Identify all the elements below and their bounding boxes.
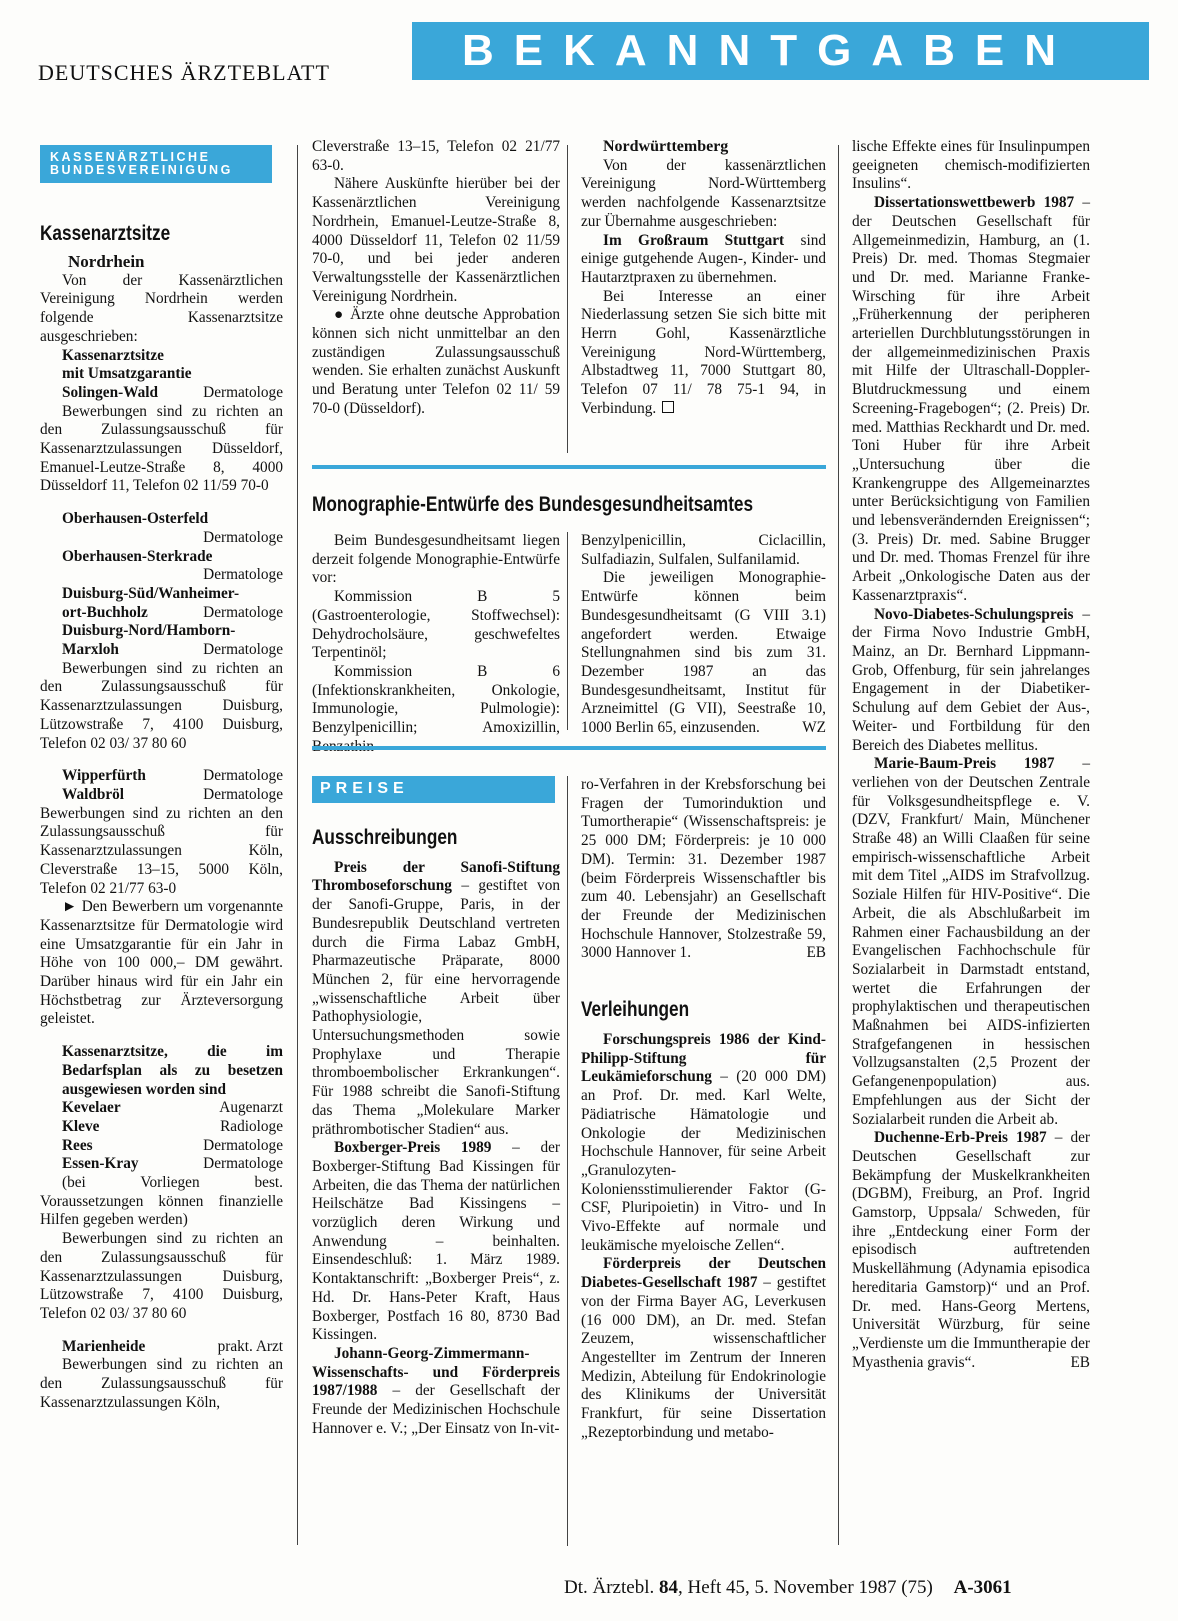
paragraph [312, 1139, 560, 1345]
text-run: Bei Interesse an einer Niederlassung setzen Sie sich bitte mit Herrn Gohl, Kassenärztliche Vereinigung Nord-Württemberg, Albstadtweg 11, 7000 Stuttgart 80, Telefon 07 11/ 78 75-1 94, in Verbindung. [581, 287, 826, 417]
section-rule [312, 465, 826, 469]
column-divider [567, 145, 568, 453]
author-initials: EB [806, 944, 826, 962]
paragraph: Benzylpenicillin, Ciclacillin, Sulfadiazin, Sulfalen, Sulfanilamid. [581, 532, 826, 568]
entry-specialty: Dermatologe [203, 767, 283, 785]
text-run: – der Deutschen Gesellschaft zur Bekämpfung der Muskelkrankheiten (DGBM), Freiburg, an Prof. Ingrid Gamstorp, Uppsala/ Schweden, für ihre „Entdeckung einer Form der episodisch auftretenden Muskellähmung (Adynamia episodica hereditaria Gamstorp)“ und an Prof. Dr. med. Hans-Georg Mertens, Universität Würzburg, für seine „Verdienste um die Immuntherapie der Myasthenia gravis“. [852, 1129, 1090, 1371]
column-3-top [581, 138, 826, 419]
list-item [40, 604, 283, 623]
entry-place: Duisburg-Süd/Wanheimer- [62, 584, 240, 602]
journal-name: DEUTSCHES ÄRZTEBLATT [38, 60, 330, 85]
paragraph: Bewerbungen sind zu richten an den Zulassungsausschuß für Kassenarztzulassungen Duisburg, Lützowstraße 7, 4100 Duisburg, Telefon 02 03/ 37 80 60 [40, 1230, 283, 1322]
bold-run: Preis der Sanofi-Stiftung Thromboseforschung [312, 858, 560, 895]
list-item [40, 1099, 283, 1118]
paragraph [852, 606, 1090, 756]
paragraph [581, 232, 826, 288]
bold-run: Forschungspreis 1986 der Kind-Philipp-Stiftung für Leukämieforschung [581, 1031, 826, 1086]
list-item [40, 641, 283, 660]
section-rule [312, 746, 826, 750]
paragraph: Kommission B 6 (Infektionskrankheiten, Onkologie, Immunologie, Pulmologie): Benzylpenicillin; Amoxizillin, [312, 662, 560, 737]
bold-run: Dissertationswettbewerb 1987 [874, 194, 1075, 212]
entry-specialty: Dermatologe [203, 566, 283, 584]
entry-place: Waldbröl [62, 785, 125, 803]
entry-specialty: Dermatologe [203, 603, 283, 621]
section-title: Ausschreibungen [312, 825, 458, 849]
bold-run: Duchenne-Erb-Preis 1987 [874, 1129, 1047, 1147]
footer-volume: 84 [658, 1577, 678, 1598]
paragraph: Cleverstraße 13–15, Telefon 02 21/77 63-0. [312, 138, 560, 174]
column-2-bottom [312, 776, 560, 1439]
paragraph [581, 569, 826, 737]
entry-place: Oberhausen-Osterfeld [62, 510, 209, 528]
entry-specialty: Dermatologe [203, 641, 283, 659]
entry-place: Essen-Kray [62, 1155, 139, 1173]
paragraph: Bewerbungen sind zu richten an den Zulassungsausschuß für Kassenarztzulassungen Düsseldorf, Emanuel-Leutze-Straße 8, 4000 Düsseldorf 11, Telefon 02 11/59 70-0 [40, 402, 283, 495]
footer-citation: , Heft 45, 5. November 1987 (75) [677, 1577, 933, 1598]
entry-place: Marxloh [62, 641, 119, 659]
rubric-line: BUNDESVEREINIGUNG [50, 163, 233, 177]
paragraph [852, 1129, 1090, 1372]
paragraph: Bewerbungen sind zu richten an den Zulassungsausschuß für Kassenarztzulassungen Köln, Cleverstraße 13–15, 5000 Köln, Telefon 02 21/77 63-0 [40, 804, 283, 897]
entry-specialty: Dermatologe [203, 1136, 283, 1154]
subheading: mit Umsatzgarantie [62, 365, 192, 383]
column-2-top [312, 138, 560, 419]
article-title: Kassenarztsitze [40, 222, 171, 245]
entry-specialty: Dermatologe [203, 383, 283, 401]
paragraph [581, 1255, 826, 1442]
entry-specialty: Augenarzt [219, 1099, 283, 1117]
entry-place: Kevelaer [62, 1099, 121, 1117]
bold-run: Novo-Diabetes-Schulungspreis [874, 605, 1074, 623]
entry-specialty: Radiologe [220, 1117, 283, 1135]
article-title: Monographie-Entwürfe des Bundesgesundheitsamtes [312, 493, 754, 516]
column-divider [567, 776, 568, 1546]
footer-citation: Dt. Ärztebl. [564, 1577, 655, 1598]
paragraph: lische Effekte eines für Insulinpumpen geeigneten chemisch-modifizierten Insulins“. [852, 138, 1090, 193]
paragraph [852, 194, 1090, 605]
paragraph [312, 1345, 560, 1439]
region-heading: Nordrhein [68, 252, 145, 271]
paragraph: Bewerbungen sind zu richten an den Zulassungsausschuß für Kassenarztzulassungen Köln, [40, 1356, 283, 1411]
text-run: – gestiftet von der Sanofi-Gruppe, Paris, in der Bundesrepublik Deutschland vertreten durch die Firma Labaz GmbH, Pharmazeutische Präparate, 8000 München 2, für eine hervorragende „wissenschaftliche Arbeit über Pathophysiologie, Untersuchungsmethoden sowie Prophylaxe und Therapie thromboembolischer Erkrankungen“. Für 1988 schreibt die Sanofi-Stiftung das Thema „Molekulare Marker präthrombotischer Stadien“ aus. [312, 877, 560, 1138]
entry-specialty: Dermatologe [203, 528, 283, 546]
rubric-preise: PREISE [312, 776, 555, 803]
paragraph: ► Den Bewerbern um vorgenannte Kassenarztsitze für Dermatologie wird eine Umsatzgarantie für ein Jahr in Höhe von 100 000,– DM gewährt. Darüber hinaus wird für ein Jahr ein Höchstbetrag zur Ärzteversorgung geleistet. [40, 898, 283, 1028]
region-heading: Nordwürttemberg [603, 138, 729, 155]
monographie-right [581, 532, 826, 738]
author-initials: WZ [802, 719, 826, 737]
entry-place: Kleve [62, 1117, 100, 1135]
paragraph [312, 859, 560, 1140]
text-run: – verliehen von der Deutschen Zentrale für Volksgesundheitspflege e. V. (DZV, Frankfurt/ Main, Münchener Straße 48) an Willi Claaßen für seine empirisch-wissenschaftliche Arbeit mit dem Titel „AIDS im Strafvollzug. Soziale Hilfen für HIV-Positive“. Die Arbeit, die als Abschlußarbeit im Rahmen einer Fachausbildung an der Evangelischen Fachhochschule für Sozialarbeit in Darmstadt entstand, wertet die Erfahrungen der prophylaktischen und therapeutischen Maßnahmen bei AIDS-infizierten Strafgefangenen in hessischen Vollzugsanstalten (2,5 Prozent der Gefangenenpopulation) aus. Empfehlungen aus der Sicht der Sozialarbeit runden die Arbeit ab. [852, 755, 1090, 1128]
paragraph: (bei Vorliegen best. Voraussetzungen können finanzielle Hilfen gegeben werden) [40, 1174, 283, 1229]
list-item [40, 786, 283, 805]
column-divider [297, 145, 298, 1545]
entry-place: Duisburg-Nord/Hamborn- [62, 622, 236, 640]
column-3-bottom [581, 776, 826, 1443]
entry-specialty: prakt. Arzt [217, 1337, 283, 1355]
text-run: Die jeweiligen Monographie-Entwürfe können beim Bundesgesundheitsamt (G VIII 3.1) angefordert werden. Etwaige Stellungnahmen sind bis zum 31. Dezember 1987 an das Bundesgesundheitsamt, Institut für Arzneimittel (G VII), Seestraße 10, 1000 Berlin 65, einzusenden. [581, 569, 826, 737]
paragraph: Kommission B 5 (Gastroenterologie, Stoffwechsel): Dehydrocholsäure, geschwefeltes Terpentinöl; [312, 588, 560, 662]
entry-place: Oberhausen-Sterkrade [62, 547, 213, 565]
bold-run: Förderpreis der Deutschen Diabetes-Gesellschaft 1987 [581, 1255, 826, 1292]
list-item [40, 1155, 283, 1174]
entry-place: Solingen-Wald [62, 383, 159, 401]
entry-place: Marienheide [62, 1337, 146, 1355]
author-initials: EB [1070, 1353, 1090, 1371]
paragraph [581, 1031, 826, 1255]
column-4 [852, 138, 1090, 1372]
bold-run: Johann-Georg-Zimmermann-Wissenschafts- und Förderpreis 1987/1988 [312, 1344, 560, 1400]
text-run: – der Boxberger-Stiftung Bad Kissingen für Arbeiten, die das Thema der natürlichen Heilschätze Bad Kissingens – vorzüglich deren Wirkung und Anwendung – beinhalten. Einsendeschluß: 1. März 1989. Kontaktanschrift: „Boxberger Preis“, z. Hd. Dr. Hans-Peter Kraft, Haus Boxberger, Postfach 16 80, 8730 Bad Kissingen. [312, 1139, 560, 1344]
paragraph: ● Ärzte ohne deutsche Approbation können sich nicht unmittelbar an den zuständigen Zulassungsausschuß wenden. Sie erhalten zunächst Auskunft und Beratung unter Telefon 02 11/ 59 70-0 (Düsseldorf). [312, 306, 560, 417]
text-run: sind einige gutgehende Augen-, Kinder- und Hautarztpraxen zu übernehmen. [581, 231, 826, 286]
entry-place: Rees [62, 1136, 93, 1154]
subheading: Kassenarztsitze [62, 346, 164, 364]
page-number: A-3061 [953, 1577, 1012, 1598]
bold-run: Im Großraum Stuttgart [603, 231, 785, 249]
list-item [40, 767, 283, 786]
entry-place: Wipperfürth [62, 767, 146, 785]
list-item [40, 1137, 283, 1156]
subheading: Kassenarztsitze, die im Bedarfsplan als zu besetzen ausgewiesen worden sind [62, 1043, 283, 1098]
text-run: ro-Verfahren in der Krebsforschung bei Fragen der Tumorinduktion und Tumortherapie“ (Wissenschaftspreis: je 25 000 DM; Förderpreis: je 10 000 DM). Termin: 31. Dezember 1987 (beim Förderpreis Wissenschaftler bis zum 40. Lebensjahr) an Gesellschaft der Freunde der Medizinischen Hochschule Hannover, Stolzestraße 59, 3000 Hannover 1. [581, 776, 826, 962]
section-title: Verleihungen [581, 998, 690, 1022]
rubric-kbv [40, 145, 272, 183]
entry-place: ort-Buchholz [62, 603, 148, 621]
entry-specialty: Dermatologe [203, 1155, 283, 1173]
list-item [40, 384, 283, 403]
entry-specialty: Dermatologe [203, 785, 283, 803]
paragraph: Nähere Auskünfte hierüber bei der Kassenärztlichen Vereinigung Nordrhein, Emanuel-Leutze-Straße 8, 4000 Düsseldorf 11, Telefon 02 11/59 70-0, und bei jeder anderen Verwaltungsstelle der Kassenärztlichen Vereinigung Nordrhein. [312, 175, 560, 305]
text-run: – der Firma Novo Industrie GmbH, Mainz, an Dr. Bernhard Lippmann-Grob, Offenburg, für sein jahrelanges Engagement in der Diabetiker-Schulung auf dem Gebiet der Aus-, Weiter- und Fortbildung für den Bereich des Diabetes mellitus. [852, 605, 1090, 754]
column-1 [40, 145, 283, 1412]
paragraph [852, 755, 1090, 1129]
list-item [40, 1338, 283, 1357]
bold-run: Boxberger-Preis 1989 [334, 1139, 492, 1157]
paragraph: Von der Kassenärztlichen Vereinigung Nordrhein werden folgende Kassenarztsitze ausgeschrieben: [40, 271, 283, 345]
paragraph: Beim Bundesgesundheitsamt liegen derzeit folgende Monographie-Entwürfe vor: [312, 532, 560, 587]
paragraph [581, 288, 826, 419]
page-footer [564, 1577, 1012, 1599]
text-run: – der Gesellschaft der Freunde der Medizinischen Hochschule Hannover e. V.; „Der Einsatz von In-vit- [312, 1382, 560, 1437]
end-mark-icon [662, 401, 674, 413]
text-run: – (20 000 DM) an Prof. Dr. med. Karl Welte, Pädiatrische Hämatologie und Onkologie der Medizinischen Hochschule Hannover, für seine Arbeit „Granulozyten-Koloniensstimulierender Faktor (G-CSF, Pluripoietin) in Vitro- und In Vivo-Effekte auf normale und leukämische myeloische Zellen“. [581, 1068, 826, 1254]
monographie-left [312, 532, 560, 756]
page-header [38, 22, 1146, 92]
list-item [40, 1118, 283, 1137]
column-divider [567, 532, 568, 730]
paragraph: Von der kassenärztlichen Vereinigung Nord-Württemberg werden nachfolgende Kassenarztsitze zur Übernahme ausgeschrieben: [581, 156, 826, 230]
rubric-line: KASSENÄRZTLICHE [50, 150, 211, 164]
paragraph: Bewerbungen sind zu richten an den Zulassungsausschuß für Kassenarztzulassungen Duisburg, Lützowstraße 7, 4100 Duisburg, Telefon 02 03/ 37 80 60 [40, 659, 283, 752]
column-divider [838, 145, 839, 1545]
paragraph [581, 776, 826, 963]
text-run: – gestiftet von der Firma Bayer AG, Leverkusen (16 000 DM), an Dr. med. Stefan Zeuzem, wissenschaftlicher Angestellter im Zentrum der Inneren Medizin, Abteilung für Endokrinologie des Klinikums der Universität Frankfurt, für seine Dissertation „Rezeptorbindung und metabo- [581, 1274, 826, 1441]
section-banner: BEKANNTGABEN [412, 22, 1149, 80]
monographie-title-block [312, 492, 832, 518]
text-run: – der Deutschen Gesellschaft für Allgemeinmedizin, Hamburg, an (1. Preis) Dr. med. Thomas Stegmaier und Dr. med. Marianne Franke-Wirsching für ihre Arbeit „Früherkennung der peripheren arteriellen Durchblutungsstörungen in der allgemeinmedizinischen Praxis mit Hilfe der Ultraschall-Doppler-Blutdruckmessung und einem Screening-Fragebogen“; (2. Preis) Dr. med. Matthias Reckhardt und Dr. med. Toni Huber für ihre Arbeit „Untersuchung über die Krankengruppe des Allgemeinarztes unter Berücksichtigung von Familien und lebensverändernden Ereignissen“; (3. Preis) Dr. med. Sabine Brugger und Dr. med. Thomas Frenzel für ihre Arbeit „Onkologische Daten aus der Kassenarztpraxis“. [852, 194, 1090, 604]
bold-run: Marie-Baum-Preis 1987 [874, 755, 1055, 773]
